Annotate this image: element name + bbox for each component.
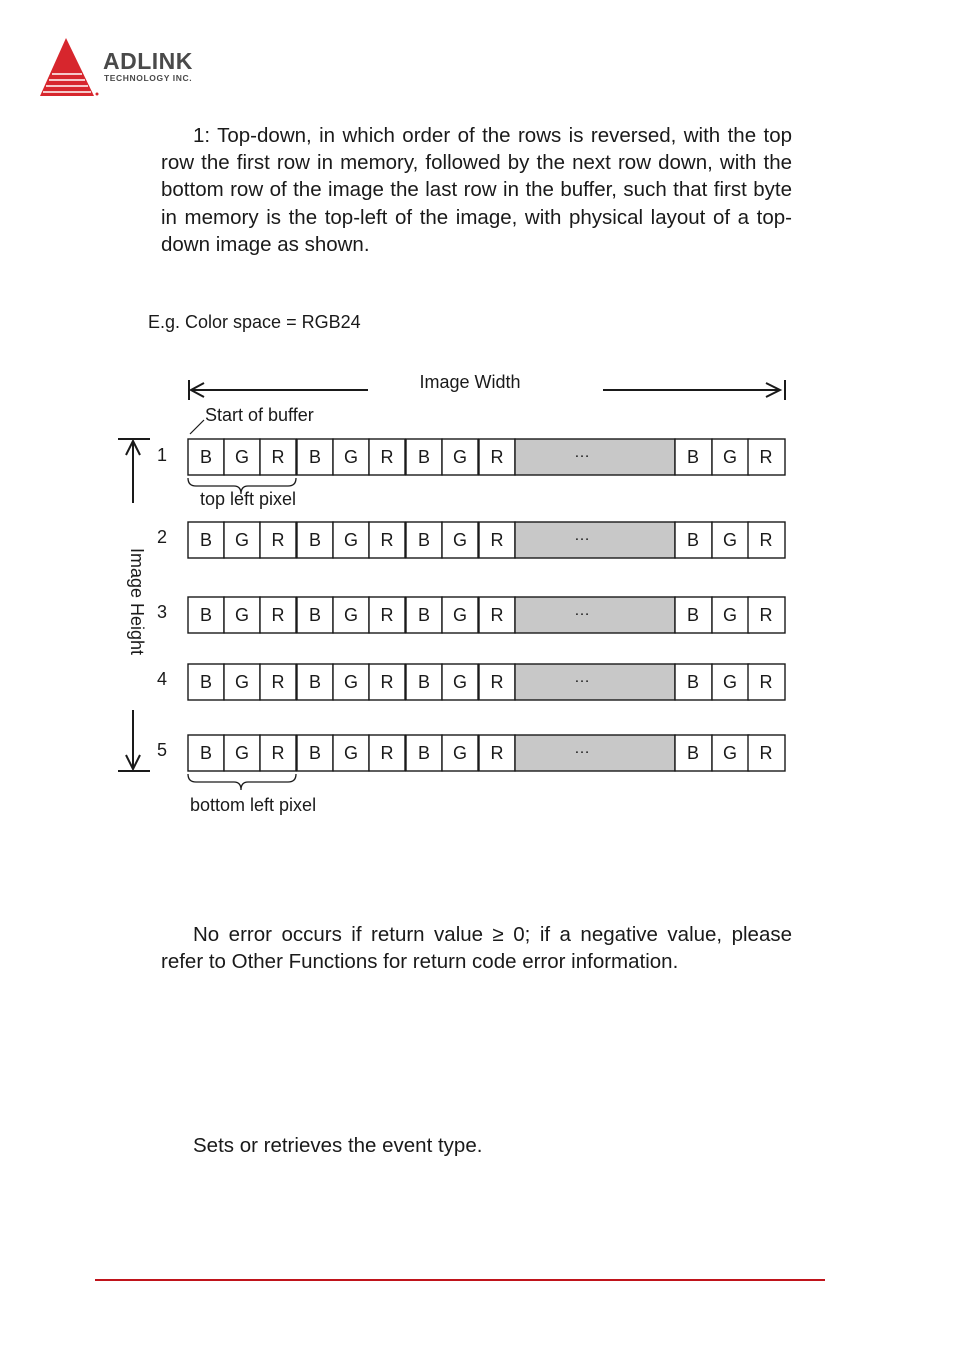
byte-cell-label: G <box>452 672 468 692</box>
byte-cell-label: R <box>490 447 504 467</box>
byte-cell-label: G <box>343 672 359 692</box>
return-value-text: No error occurs if return value ≥ 0; if a negative value, please refer to Other Functions for return code error information. <box>161 923 792 974</box>
byte-cell-label: B <box>199 447 213 467</box>
row-number: 1 <box>156 445 168 465</box>
start-of-buffer-label: Start of buffer <box>205 405 314 425</box>
byte-cell-label: B <box>686 447 700 467</box>
byte-cell-label: B <box>417 447 431 467</box>
byte-cell-label: R <box>490 743 504 763</box>
byte-cell-label: R <box>380 447 394 467</box>
byte-cell-label: R <box>490 530 504 550</box>
event-type-text: Sets or retrieves the event type. <box>193 1134 483 1157</box>
byte-cell-label: G <box>234 743 250 763</box>
byte-cell-label: G <box>452 743 468 763</box>
byte-cell-label: G <box>452 530 468 550</box>
byte-cell-label: R <box>271 743 285 763</box>
brand-tagline: TECHNOLOGY INC. <box>104 73 193 83</box>
byte-cell-label: B <box>417 672 431 692</box>
byte-cell-label: B <box>417 605 431 625</box>
byte-cell-label: G <box>343 605 359 625</box>
byte-cell-label: G <box>343 530 359 550</box>
pixel-row <box>157 735 785 771</box>
row-number: 3 <box>156 602 168 622</box>
byte-cell-label: R <box>380 672 394 692</box>
byte-cell-label: B <box>686 672 700 692</box>
pixel-row <box>157 597 785 633</box>
byte-cell-label: G <box>343 743 359 763</box>
byte-cell-label: G <box>234 447 250 467</box>
byte-cell-label: B <box>199 672 213 692</box>
ellipsis-filler <box>515 522 675 558</box>
bottom-left-pixel-label: bottom left pixel <box>190 795 317 815</box>
byte-cell-label: B <box>417 743 431 763</box>
byte-cell-label: R <box>490 605 504 625</box>
byte-cell-label: G <box>343 447 359 467</box>
byte-cell-label: B <box>308 672 322 692</box>
intro-text: 1: Top-down, in which order of the rows is reversed, with the top row the first row in memory, followed by the next row down, with the bottom row of the image the last row in the buffer, such that first byte in memory is the top-left of the image, with physical layout of a top-down image as shown. <box>161 124 792 256</box>
byte-cell-label: R <box>271 672 285 692</box>
pixel-row <box>157 664 785 700</box>
byte-cell-label: B <box>308 605 322 625</box>
byte-cell-label: B <box>686 605 700 625</box>
byte-cell-label: G <box>722 530 738 550</box>
ellipsis-filler <box>515 597 675 633</box>
byte-cell-label: R <box>271 530 285 550</box>
byte-cell-label: B <box>686 743 700 763</box>
byte-cell-label: G <box>452 447 468 467</box>
rgb24-memory-layout-diagram <box>0 360 954 820</box>
row-number: 4 <box>156 669 168 689</box>
row-number: 2 <box>156 527 168 547</box>
example-caption: E.g. Color space = RGB24 <box>148 312 361 332</box>
description-paragraph <box>161 1132 792 1159</box>
ellipsis-filler <box>515 439 675 475</box>
byte-cell-label: R <box>759 530 773 550</box>
row-number: 5 <box>156 740 168 760</box>
ellipsis-label: … <box>574 602 590 619</box>
ellipsis-label: … <box>574 669 590 686</box>
return-value-paragraph <box>161 921 792 975</box>
adlink-triangle-icon <box>38 36 102 100</box>
ellipsis-label: … <box>574 444 590 461</box>
byte-cell-label: G <box>234 672 250 692</box>
byte-cell-label: B <box>417 530 431 550</box>
footer-rule <box>95 1279 825 1281</box>
byte-cell-label: R <box>380 743 394 763</box>
byte-cell-label: G <box>722 447 738 467</box>
image-width-label: Image Width <box>419 372 521 392</box>
byte-cell-label: R <box>271 605 285 625</box>
ellipsis-filler <box>515 664 675 700</box>
byte-cell-label: R <box>380 605 394 625</box>
byte-cell-label: R <box>759 743 773 763</box>
brand-name: ADLINK <box>103 48 193 74</box>
byte-cell-label: B <box>686 530 700 550</box>
byte-cell-label: R <box>490 672 504 692</box>
byte-cell-label: R <box>271 447 285 467</box>
byte-cell-label: B <box>308 447 322 467</box>
byte-cell-label: G <box>722 672 738 692</box>
intro-paragraph <box>161 122 792 258</box>
byte-cell-label: B <box>199 530 213 550</box>
byte-cell-label: B <box>199 605 213 625</box>
byte-cell-label: G <box>722 743 738 763</box>
pixel-row <box>157 522 785 558</box>
byte-cell-label: G <box>234 605 250 625</box>
byte-cell-label: B <box>199 743 213 763</box>
byte-cell-label: R <box>759 447 773 467</box>
start-of-buffer-pointer <box>190 420 204 434</box>
byte-cell-label: R <box>759 605 773 625</box>
byte-cell-label: R <box>380 530 394 550</box>
byte-cell-label: G <box>452 605 468 625</box>
byte-cell-label: B <box>308 530 322 550</box>
ellipsis-label: … <box>574 527 590 544</box>
byte-cell-label: G <box>234 530 250 550</box>
byte-cell-label: R <box>759 672 773 692</box>
image-height-label: Image Height <box>127 548 147 656</box>
top-left-pixel-label: top left pixel <box>200 489 297 509</box>
ellipsis-label: … <box>574 740 590 757</box>
byte-cell-label: B <box>308 743 322 763</box>
byte-cell-label: G <box>722 605 738 625</box>
ellipsis-filler <box>515 735 675 771</box>
bottom-left-pixel-brace <box>188 774 296 790</box>
adlink-logo <box>38 36 238 100</box>
pixel-row <box>157 439 785 475</box>
